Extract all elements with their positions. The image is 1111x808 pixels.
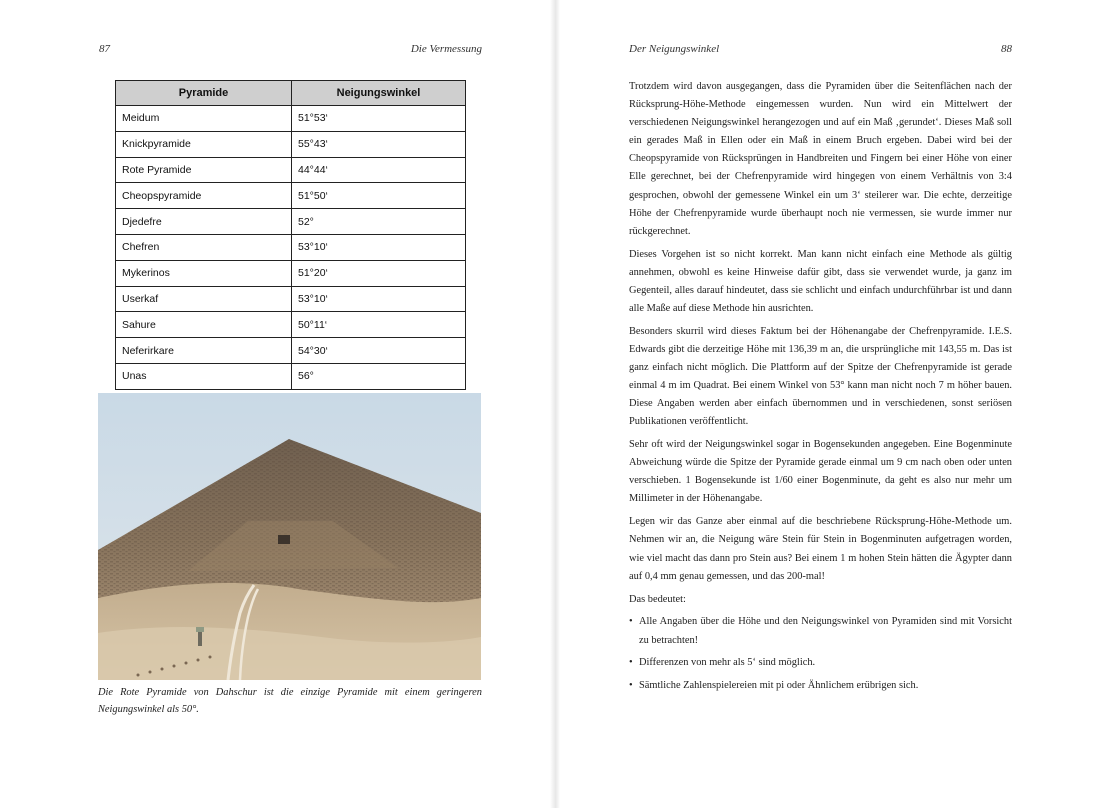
paragraph: Das bedeutet: bbox=[629, 593, 686, 605]
table-row bbox=[116, 131, 466, 157]
table-row bbox=[116, 312, 466, 338]
left-page-number: 87 bbox=[99, 43, 110, 55]
body-text bbox=[629, 78, 1012, 700]
paragraph: Dieses Vorgehen ist so nicht korrekt. Man kann nicht einfach eine Methode als gültig annehmen, obwohl es keine Hinweise dafür gibt, dass sie verwendet wurde, ja ganz im Gegenteil, alles darauf hindeutet, dass sie schlicht und einfach undurchführbar ist und dann alle Maße auf diese Methode hin ausrichten. bbox=[629, 248, 1012, 314]
paragraph: Sehr oft wird der Neigungswinkel sogar in Bogensekunden angegeben. Eine Bogenminute Abweichung würde die Spitze der Pyramide gerade einmal um 9 cm nach oben oder unten verschieben. 1 Bogensekunde ist 1/60 einer Bogenminute, da geht es also nur mehr um Millimeter in der Höhenangabe. bbox=[629, 439, 1012, 505]
paragraph: Legen wir das Ganze aber einmal auf die beschriebene Rücksprung-Höhe-Methode um. Nehmen wir an, die Neigung wäre Stein für Stein in Bogenminuten aufgetragen worden, wie viel macht das dann pro Stein aus? Bei einem 1 m hohen Stein hätten die Ägypter dann auf 0,4 mm genau gemessen, und das 200-mal! bbox=[629, 516, 1012, 582]
list-item bbox=[629, 677, 1012, 695]
table-row bbox=[116, 363, 466, 389]
pyramid-name: Unas bbox=[116, 363, 292, 389]
photo-caption: Die Rote Pyramide von Dahschur ist die einzige Pyramide mit einem geringeren Neigungswinkel als 50°. bbox=[98, 687, 482, 715]
paragraph: Trotzdem wird davon ausgegangen, dass die Pyramiden über die Seitenflächen nach der Rücksprung-Höhe-Methode eingemessen wurden. Nun wird ein Mittelwert der verschiedenen Neigungswinkel herangezogen und auf ein Maß ‚gerundet‘. Dieses Maß soll ein gerades Maß in Ellen oder ein Maß in einem Bruch ergeben. Dabei wird bei der Cheopspyramide von Rücksprüngen in Handbreiten und Fingern bei einer Höhe von einer Elle gerechnet, bei der Chefrenpyramide wird hingegen von einem Verhältnis von 3:4 gesprochen, obwohl der gemessene Winkel ein um 3‘ steilerer war. Die echte, derzeitige Höhe der Chefrenpyramide wurde überhaupt noch nie vermessen, sie wurde immer nur rückgerechnet. bbox=[629, 81, 1012, 237]
angle-value: 56° bbox=[292, 363, 466, 389]
angle-value: 52° bbox=[292, 209, 466, 235]
table-row bbox=[116, 234, 466, 260]
list-item bbox=[629, 613, 1012, 649]
right-page-number: 88 bbox=[1001, 43, 1012, 55]
column-header-angle: Neigungswinkel bbox=[292, 81, 466, 106]
bullet-icon: • bbox=[629, 657, 633, 669]
book-gutter bbox=[550, 0, 560, 808]
pyramid-name: Rote Pyramide bbox=[116, 157, 292, 183]
table-row bbox=[116, 286, 466, 312]
angle-value: 44°44‘ bbox=[292, 157, 466, 183]
angle-value: 51°20‘ bbox=[292, 260, 466, 286]
pyramid-name: Userkaf bbox=[116, 286, 292, 312]
pyramid-name: Sahure bbox=[116, 312, 292, 338]
pyramid-name: Cheopspyramide bbox=[116, 183, 292, 209]
table-row bbox=[116, 106, 466, 132]
table-row bbox=[116, 260, 466, 286]
list-item-text: Sämtliche Zahlenspielereien mit pi oder Ähnlichem erübrigen sich. bbox=[639, 680, 919, 692]
left-running-head: Die Vermessung bbox=[410, 43, 482, 55]
pyramid-name: Djedefre bbox=[116, 209, 292, 235]
table-row bbox=[116, 183, 466, 209]
angle-value: 51°50‘ bbox=[292, 183, 466, 209]
list-item-text: Differenzen von mehr als 5‘ sind möglich. bbox=[639, 657, 816, 669]
angle-value: 53°10‘ bbox=[292, 286, 466, 312]
table-header-row bbox=[116, 81, 466, 106]
bullet-icon: • bbox=[629, 616, 633, 628]
pyramid-name: Neferirkare bbox=[116, 338, 292, 364]
pyramid-name: Mykerinos bbox=[116, 260, 292, 286]
angle-value: 53°10‘ bbox=[292, 234, 466, 260]
pyramid-name: Knickpyramide bbox=[116, 131, 292, 157]
table-row bbox=[116, 338, 466, 364]
red-pyramid-photo bbox=[98, 393, 481, 680]
angle-value: 55°43‘ bbox=[292, 131, 466, 157]
paragraph: Besonders skurril wird dieses Faktum bei der Höhenangabe der Chefrenpyramide. I.E.S. Edwards gibt die derzeitige Höhe mit 136,39 m an, die ursprüngliche mit 143,55 m. Das ist ganz einfach nicht möglich. Die Plattform auf der Spitze der Chefrenpyramide ist gerade einmal 4 m im Quadrat. Bei einem Winkel von 53° kann man nicht noch 7 m höher bauen. Diese Angaben werden aber einfach übernommen und in verschiedenen, sonst seriösen Publikationen veröffentlicht. bbox=[629, 325, 1012, 428]
column-header-pyramid: Pyramide bbox=[116, 81, 292, 106]
table-row bbox=[116, 209, 466, 235]
list-item bbox=[629, 654, 1012, 672]
pyramid-angle-table bbox=[115, 80, 466, 390]
right-running-head: Der Neigungswinkel bbox=[629, 43, 720, 55]
angle-value: 54°30‘ bbox=[292, 338, 466, 364]
list-item-text: Alle Angaben über die Höhe und den Neigungswinkel von Pyramiden sind mit Vorsicht zu betrachten! bbox=[639, 616, 1012, 646]
bullet-icon: • bbox=[629, 680, 633, 692]
bullet-list bbox=[629, 613, 1012, 695]
angle-value: 51°53‘ bbox=[292, 106, 466, 132]
table-row bbox=[116, 157, 466, 183]
pyramid-name: Chefren bbox=[116, 234, 292, 260]
pyramid-name: Meidum bbox=[116, 106, 292, 132]
angle-value: 50°11‘ bbox=[292, 312, 466, 338]
